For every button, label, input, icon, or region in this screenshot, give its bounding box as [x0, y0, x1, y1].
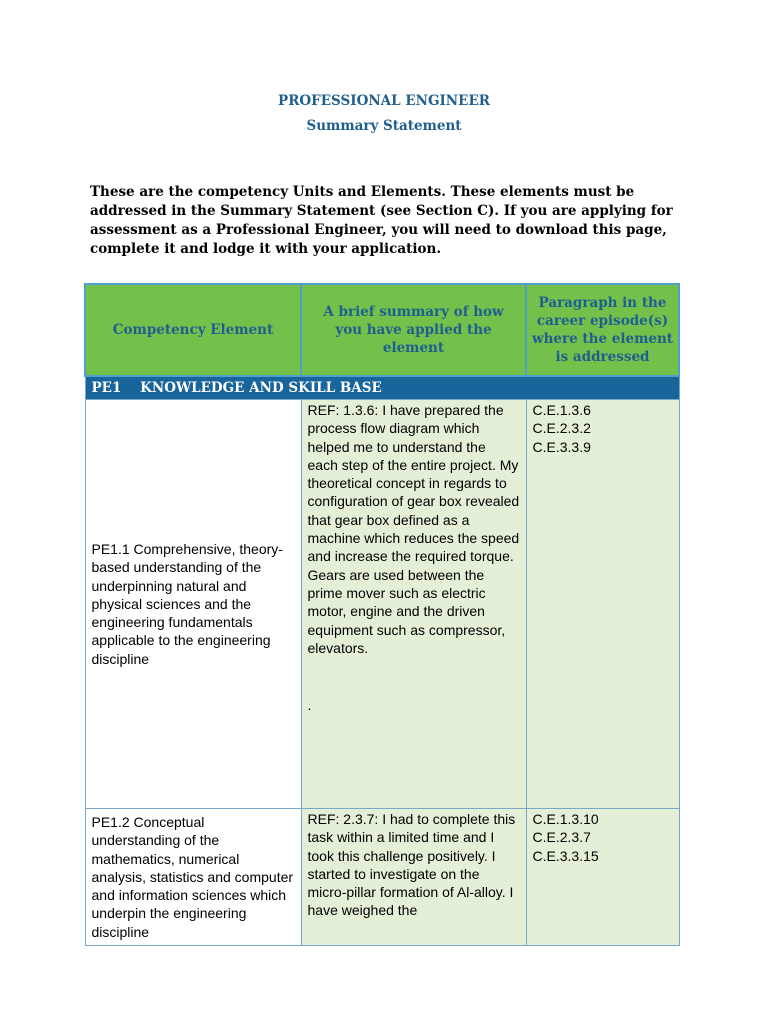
intro-paragraph: These are the competency Units and Elements. These elements must be addressed in the Summary Statement (see Section C). If you are applying for assessment as a Professional Engineer, you will need to download this page, complete it and lodge it with your application. [90, 184, 673, 257]
section-title [85, 376, 679, 400]
reference-text: C.E.1.3.10 C.E.2.3.7 C.E.3.3.15 [532, 811, 599, 864]
header-label: Competency Element [112, 322, 274, 338]
summary-text: REF: 2.3.7: I had to complete this task within a limited time and I took this challenge positively. I started to investigate on the micro-pillar formation of Al-alloy. I have weighed the [307, 811, 516, 919]
section-title-text: PE1 KNOWLEDGE AND SKILL BASE [91, 380, 382, 396]
header-label: A brief summary of how you have applied the element [323, 304, 504, 356]
competency-table [84, 283, 680, 946]
reference-cell [526, 809, 679, 946]
summary-trailing-mark: . [307, 697, 312, 714]
page-subtitle: Summary Statement [306, 118, 462, 134]
table-row [85, 400, 679, 809]
competency-element-cell [85, 809, 301, 946]
page-title: PROFESSIONAL ENGINEER [278, 93, 490, 109]
competency-element-text: PE1.2 Conceptual understanding of the mathematics, numerical analysis, statistics and computer and information sciences which underpin the engineering discipline [91, 814, 294, 940]
section-row [85, 376, 679, 400]
competency-element-cell [85, 400, 301, 809]
reference-cell [526, 400, 679, 809]
reference-text: C.E.1.3.6 C.E.2.3.2 C.E.3.3.9 [532, 402, 591, 455]
header-competency-element [85, 284, 301, 376]
table-header-row [85, 284, 679, 376]
table-row [85, 809, 679, 946]
header-brief-summary [301, 284, 526, 376]
summary-text: REF: 1.3.6: I have prepared the process flow diagram which helped me to understand the each step of the entire project. My theoretical concept in regards to configuration of gear box revealed that gear box defined as a machine which reduces the speed and increase the required torque. Gears are used between the prime mover such as electric motor, engine and the driven equipment such as compressor, elevators. [307, 402, 520, 656]
competency-element-text: PE1.1 Comprehensive, theory-based understanding of the underpinning natural and physical sciences and the engineering fundamentals applicable to the engineering discipline [91, 540, 283, 667]
header-paragraph-reference [526, 284, 679, 376]
summary-cell [301, 809, 526, 946]
header-label: Paragraph in the career episode(s) where the element is addressed [532, 295, 673, 365]
summary-cell [301, 400, 526, 809]
